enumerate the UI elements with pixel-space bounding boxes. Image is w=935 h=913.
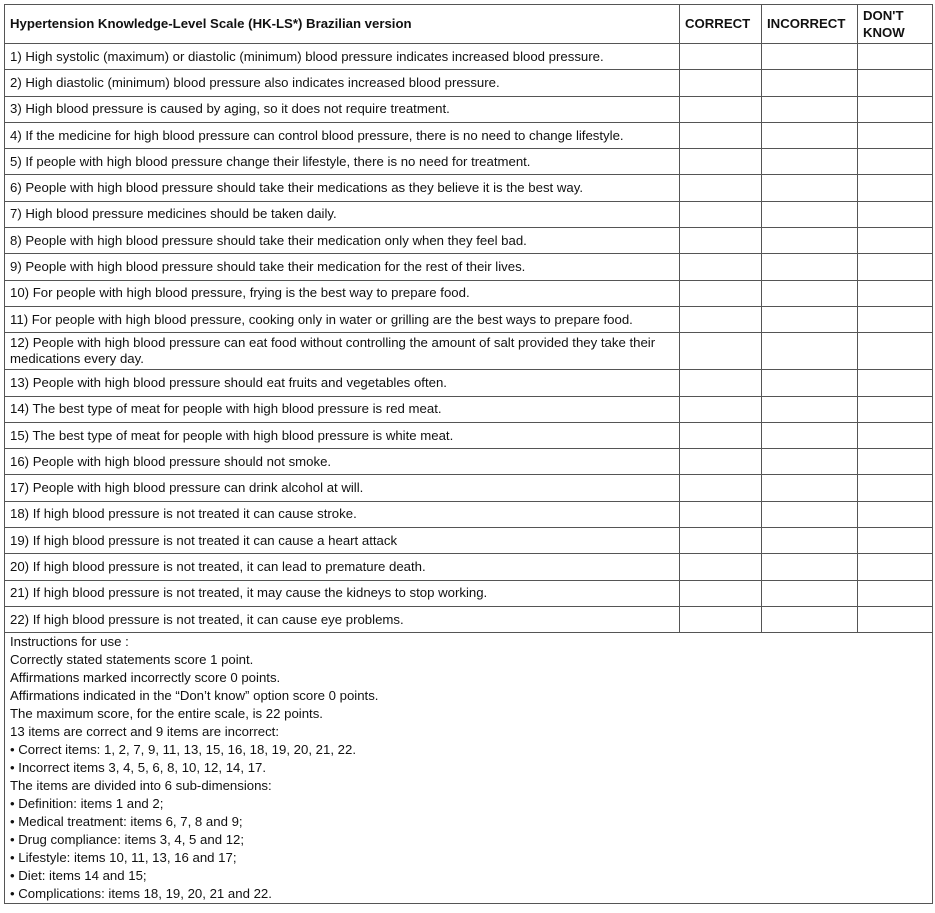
answer-cell-incorrect[interactable] (762, 333, 858, 370)
item-statement: 2) High diastolic (minimum) blood pressure also indicates increased blood pressure. (5, 70, 680, 96)
item-statement: 10) For people with high blood pressure, frying is the best way to prepare food. (5, 280, 680, 306)
item-statement: 3) High blood pressure is caused by aging, so it does not require treatment. (5, 96, 680, 122)
answer-cell-incorrect[interactable] (762, 475, 858, 501)
scale-title: Hypertension Knowledge-Level Scale (HK-LS*) Brazilian version (5, 5, 680, 44)
answer-cell-dont-know[interactable] (858, 554, 933, 580)
answer-cell-dont-know[interactable] (858, 606, 933, 632)
item-row (5, 370, 933, 396)
item-row (5, 333, 933, 370)
answer-cell-correct[interactable] (680, 175, 762, 201)
item-statement: 20) If high blood pressure is not treated, it can lead to premature death. (5, 554, 680, 580)
item-row (5, 201, 933, 227)
item-row (5, 280, 933, 306)
answer-cell-dont-know[interactable] (858, 149, 933, 175)
answer-cell-incorrect[interactable] (762, 96, 858, 122)
column-header-incorrect: INCORRECT (762, 5, 858, 44)
item-statement: 19) If high blood pressure is not treated it can cause a heart attack (5, 528, 680, 554)
item-row (5, 501, 933, 527)
item-statement: 5) If people with high blood pressure change their lifestyle, there is no need for treatment. (5, 149, 680, 175)
instruction-line: Affirmations indicated in the “Don’t know” option score 0 points. (10, 688, 379, 704)
answer-cell-incorrect[interactable] (762, 149, 858, 175)
answer-cell-incorrect[interactable] (762, 449, 858, 475)
dont-know-line-2: KNOW (863, 25, 905, 40)
item-statement: 4) If the medicine for high blood pressure can control blood pressure, there is no need to change lifestyle. (5, 122, 680, 148)
instruction-line: The items are divided into 6 sub-dimensions: (10, 778, 272, 794)
answer-cell-correct[interactable] (680, 370, 762, 396)
answer-cell-correct[interactable] (680, 149, 762, 175)
item-statement: 7) High blood pressure medicines should be taken daily. (5, 201, 680, 227)
item-statement: 14) The best type of meat for people with high blood pressure is red meat. (5, 396, 680, 422)
answer-cell-incorrect[interactable] (762, 280, 858, 306)
answer-cell-incorrect[interactable] (762, 44, 858, 70)
answer-cell-correct[interactable] (680, 475, 762, 501)
instruction-line: 13 items are correct and 9 items are incorrect: (10, 724, 279, 740)
answer-cell-correct[interactable] (680, 396, 762, 422)
answer-cell-dont-know[interactable] (858, 306, 933, 332)
instruction-line: • Correct items: 1, 2, 7, 9, 11, 13, 15, 16, 18, 19, 20, 21, 22. (10, 742, 356, 758)
item-statement: 8) People with high blood pressure should take their medication only when they feel bad. (5, 228, 680, 254)
item-row (5, 44, 933, 70)
answer-cell-correct[interactable] (680, 70, 762, 96)
answer-cell-correct[interactable] (680, 96, 762, 122)
item-row (5, 449, 933, 475)
answer-cell-dont-know[interactable] (858, 201, 933, 227)
instruction-line: The maximum score, for the entire scale, is 22 points. (10, 706, 323, 722)
item-statement: 6) People with high blood pressure should take their medications as they believe it is the best way. (5, 175, 680, 201)
answer-cell-incorrect[interactable] (762, 122, 858, 148)
item-row (5, 554, 933, 580)
answer-cell-correct[interactable] (680, 449, 762, 475)
answer-cell-incorrect[interactable] (762, 396, 858, 422)
item-statement: 18) If high blood pressure is not treated it can cause stroke. (5, 501, 680, 527)
answer-cell-correct[interactable] (680, 501, 762, 527)
column-header-correct: CORRECT (680, 5, 762, 44)
answer-cell-incorrect[interactable] (762, 606, 858, 632)
answer-cell-incorrect[interactable] (762, 370, 858, 396)
answer-cell-correct[interactable] (680, 554, 762, 580)
answer-cell-incorrect[interactable] (762, 501, 858, 527)
answer-cell-incorrect[interactable] (762, 528, 858, 554)
item-statement: 15) The best type of meat for people with high blood pressure is white meat. (5, 422, 680, 448)
instructions-row (5, 633, 933, 904)
answer-cell-correct[interactable] (680, 280, 762, 306)
item-row (5, 70, 933, 96)
items-body (5, 44, 933, 633)
instruction-line: • Complications: items 18, 19, 20, 21 and 22. (10, 886, 272, 902)
instruction-line: • Medical treatment: items 6, 7, 8 and 9; (10, 814, 243, 830)
answer-cell-incorrect[interactable] (762, 175, 858, 201)
item-statement: 13) People with high blood pressure should eat fruits and vegetables often. (5, 370, 680, 396)
item-row (5, 175, 933, 201)
answer-cell-correct[interactable] (680, 580, 762, 606)
answer-cell-correct[interactable] (680, 201, 762, 227)
item-statement: 17) People with high blood pressure can drink alcohol at will. (5, 475, 680, 501)
answer-cell-dont-know[interactable] (858, 175, 933, 201)
answer-cell-dont-know[interactable] (858, 396, 933, 422)
answer-cell-correct[interactable] (680, 422, 762, 448)
answer-cell-dont-know[interactable] (858, 422, 933, 448)
answer-cell-dont-know[interactable] (858, 96, 933, 122)
answer-cell-correct[interactable] (680, 122, 762, 148)
instruction-line: • Definition: items 1 and 2; (10, 796, 164, 812)
answer-cell-dont-know[interactable] (858, 501, 933, 527)
instruction-line: • Diet: items 14 and 15; (10, 868, 147, 884)
item-statement: 21) If high blood pressure is not treated, it may cause the kidneys to stop working. (5, 580, 680, 606)
item-statement: 1) High systolic (maximum) or diastolic (minimum) blood pressure indicates increased blood pressure. (5, 44, 680, 70)
answer-cell-correct[interactable] (680, 333, 762, 370)
instruction-line: Correctly stated statements score 1 point. (10, 652, 254, 668)
answer-cell-dont-know[interactable] (858, 580, 933, 606)
answer-cell-correct[interactable] (680, 306, 762, 332)
answer-cell-correct[interactable] (680, 254, 762, 280)
item-row (5, 96, 933, 122)
answer-cell-incorrect[interactable] (762, 228, 858, 254)
answer-cell-dont-know[interactable] (858, 122, 933, 148)
item-statement: 9) People with high blood pressure should take their medication for the rest of their lives. (5, 254, 680, 280)
answer-cell-dont-know[interactable] (858, 333, 933, 370)
answer-cell-dont-know[interactable] (858, 70, 933, 96)
item-row (5, 606, 933, 632)
column-header-dont-know (858, 5, 933, 44)
item-row (5, 528, 933, 554)
item-row (5, 475, 933, 501)
item-statement: 22) If high blood pressure is not treated, it can cause eye problems. (5, 606, 680, 632)
answer-cell-incorrect[interactable] (762, 70, 858, 96)
hk-ls-scale-table (4, 4, 933, 904)
item-statement: 16) People with high blood pressure should not smoke. (5, 449, 680, 475)
answer-cell-incorrect[interactable] (762, 554, 858, 580)
dont-know-line-1: DON'T (863, 8, 904, 23)
item-row (5, 228, 933, 254)
instruction-line: • Drug compliance: items 3, 4, 5 and 12; (10, 832, 245, 848)
answer-cell-dont-know[interactable] (858, 254, 933, 280)
item-statement: 11) For people with high blood pressure, cooking only in water or grilling are the best ways to prepare food. (5, 306, 680, 332)
item-row (5, 149, 933, 175)
answer-cell-dont-know[interactable] (858, 528, 933, 554)
item-row (5, 122, 933, 148)
header-row (5, 5, 933, 44)
item-row (5, 254, 933, 280)
answer-cell-dont-know[interactable] (858, 44, 933, 70)
answer-cell-dont-know[interactable] (858, 280, 933, 306)
answer-cell-correct[interactable] (680, 44, 762, 70)
answer-cell-incorrect[interactable] (762, 306, 858, 332)
answer-cell-correct[interactable] (680, 228, 762, 254)
instruction-line: • Incorrect items 3, 4, 5, 6, 8, 10, 12, 14, 17. (10, 760, 267, 776)
instruction-line: Affirmations marked incorrectly score 0 points. (10, 670, 281, 686)
answer-cell-incorrect[interactable] (762, 422, 858, 448)
answer-cell-dont-know[interactable] (858, 228, 933, 254)
answer-cell-correct[interactable] (680, 528, 762, 554)
answer-cell-dont-know[interactable] (858, 370, 933, 396)
instruction-line: • Lifestyle: items 10, 11, 13, 16 and 17; (10, 850, 237, 866)
answer-cell-incorrect[interactable] (762, 254, 858, 280)
answer-cell-dont-know[interactable] (858, 449, 933, 475)
item-statement: 12) People with high blood pressure can eat food without controlling the amount of salt provided they take their medications every day. (5, 333, 680, 370)
item-row (5, 422, 933, 448)
item-row (5, 580, 933, 606)
answer-cell-incorrect[interactable] (762, 201, 858, 227)
item-row (5, 306, 933, 332)
instruction-line: Instructions for use : (10, 634, 129, 650)
answer-cell-incorrect[interactable] (762, 580, 858, 606)
answer-cell-dont-know[interactable] (858, 475, 933, 501)
item-row (5, 396, 933, 422)
instructions-block (5, 633, 933, 904)
answer-cell-correct[interactable] (680, 606, 762, 632)
